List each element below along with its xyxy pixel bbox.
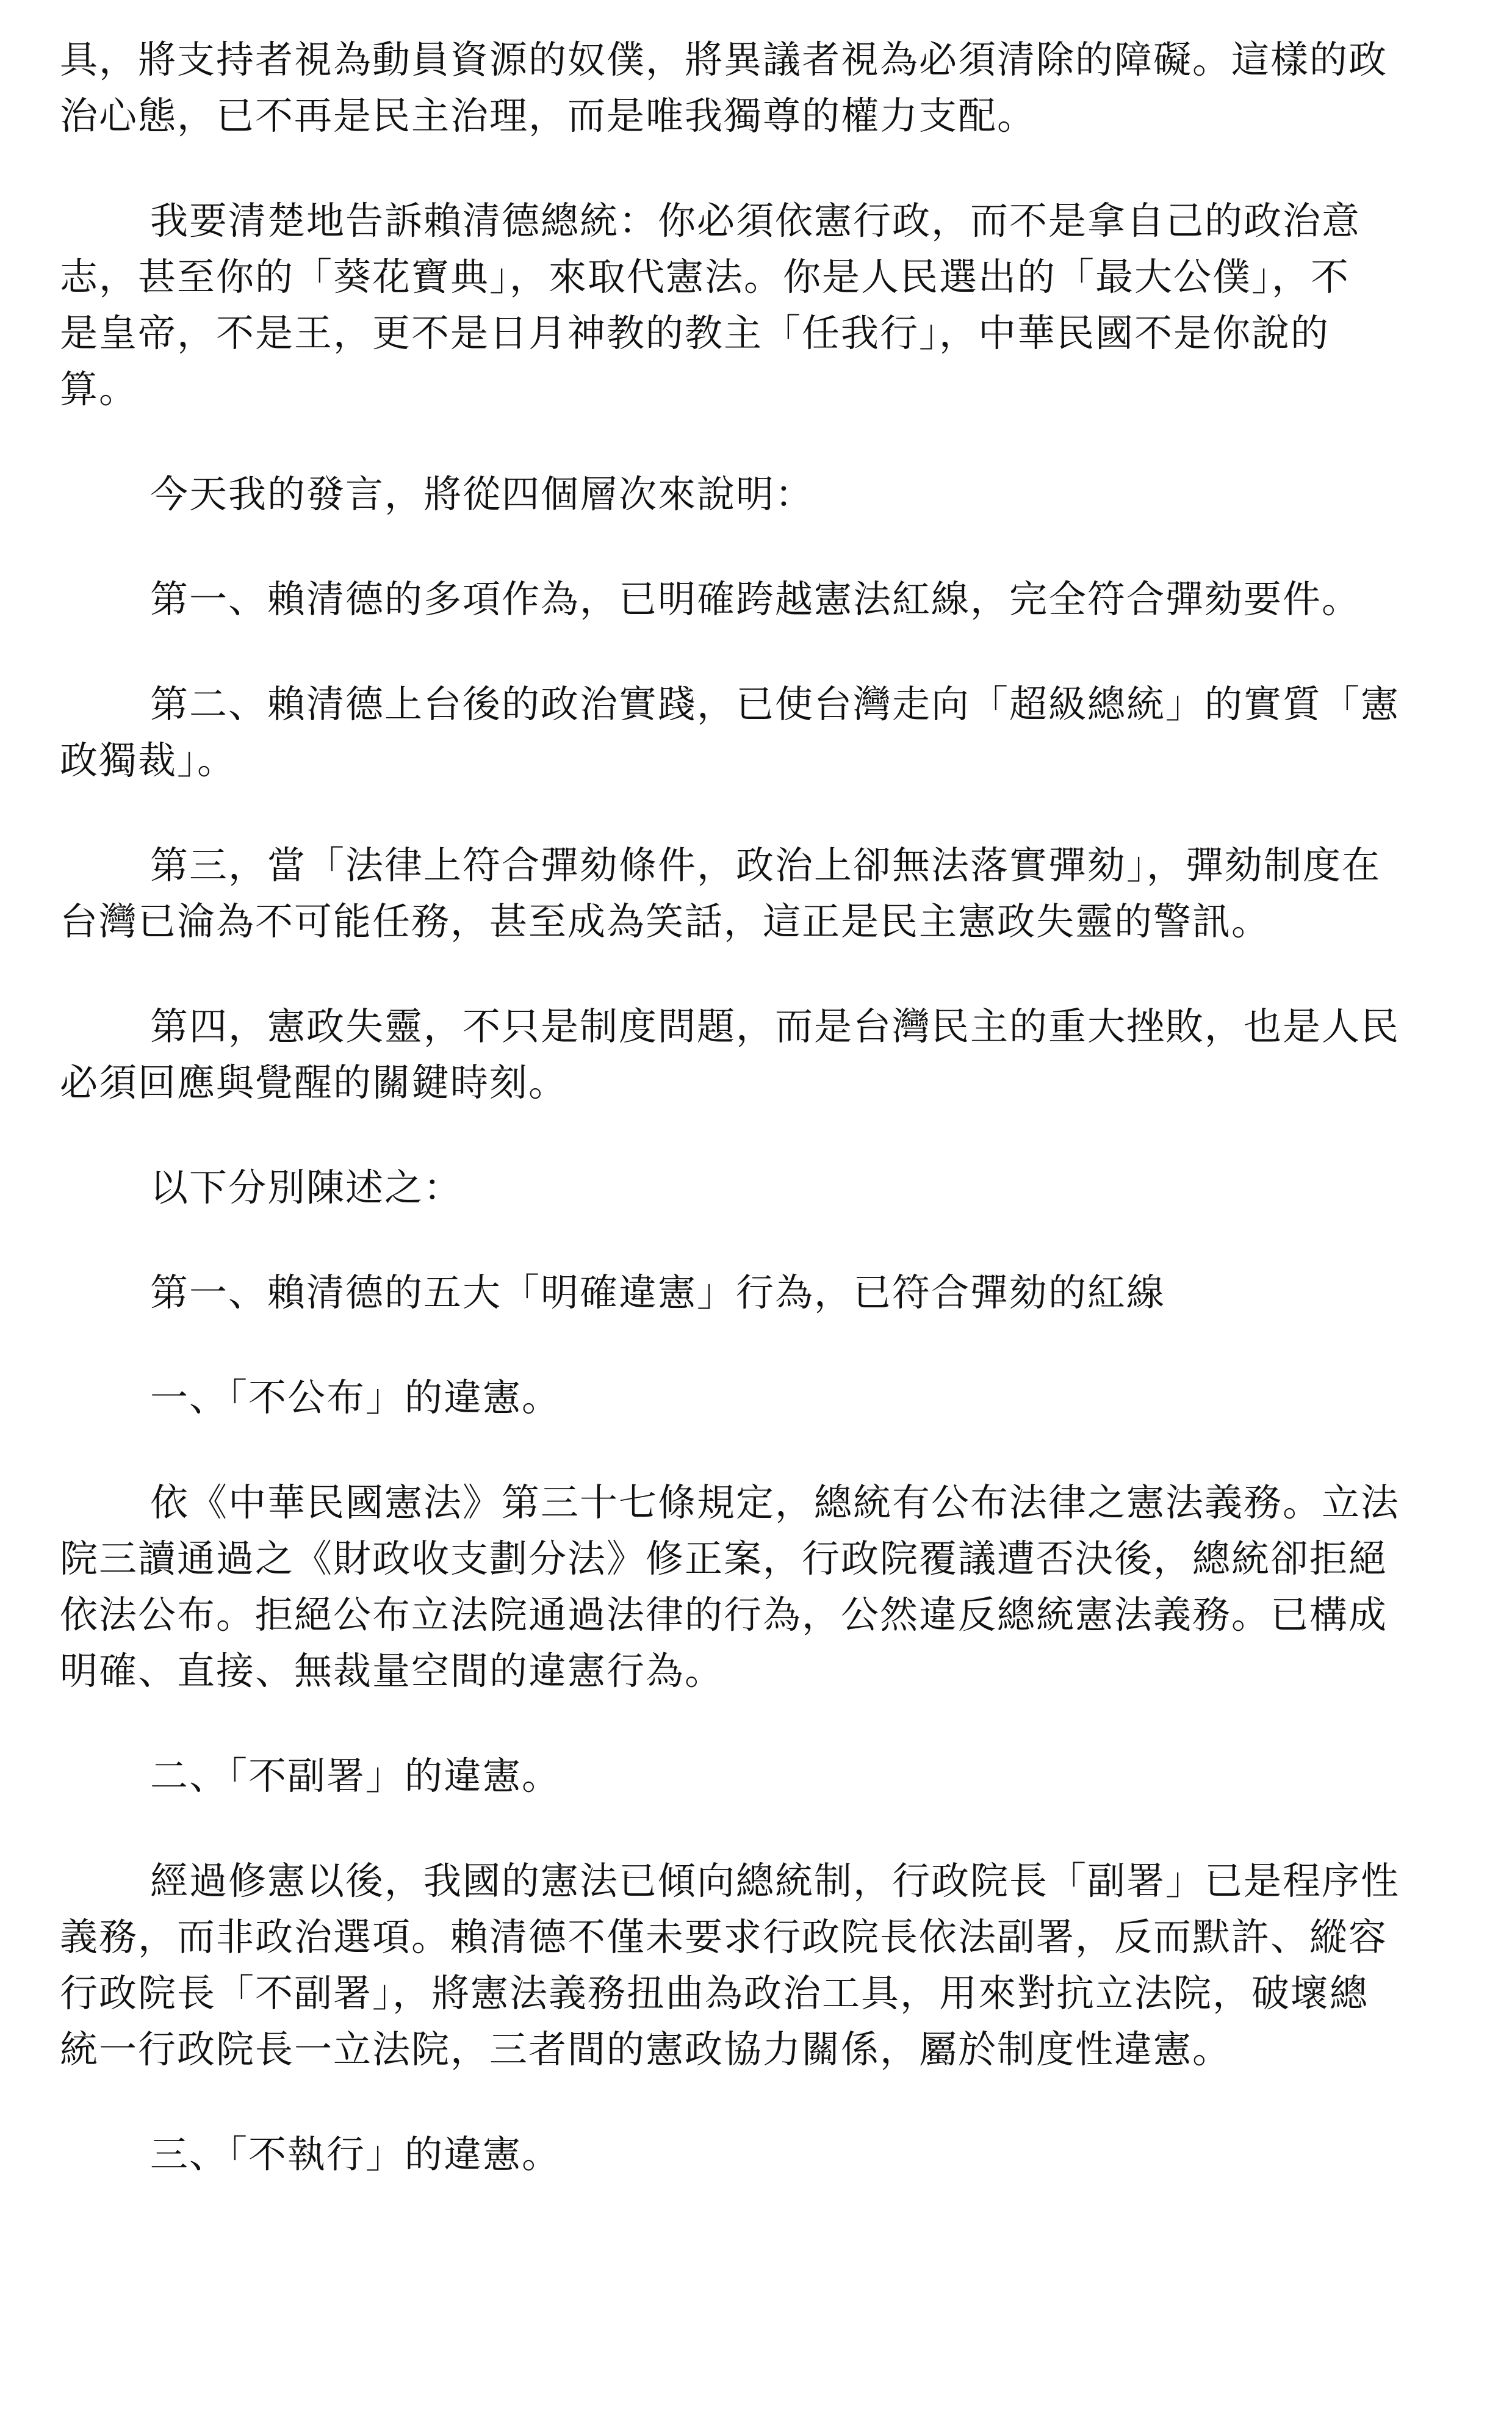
text-line: 算。: [60, 367, 139, 411]
paragraph-not-countersign: [60, 1853, 1457, 2078]
text-line: 院三讀通過之《財政收支劃分法》修正案，行政院覆議遭否決後，總統卻拒絕: [60, 1536, 1388, 1581]
document-page: [60, 32, 1457, 2183]
paragraph-third-point: [60, 837, 1457, 950]
text-line: 二、「不副署」的違憲。: [150, 1753, 561, 1798]
paragraph-below: [60, 1160, 1457, 1216]
text-line: 第四，憲政失靈，不只是制度問題，而是台灣民主的重大挫敗，也是人民: [150, 1004, 1400, 1049]
paragraph-message-to-president: [60, 193, 1457, 417]
text-line: 一、「不公布」的違憲。: [150, 1375, 561, 1420]
subheading-not-promulgate: [60, 1370, 1457, 1426]
text-line: 我要清楚地告訴賴清德總統：你必須依憲行政，而不是拿自己的政治意: [150, 198, 1361, 243]
text-line: 明確、直接、無裁量空間的違憲行為。: [60, 1649, 724, 1693]
subheading-not-countersign: [60, 1748, 1457, 1804]
text-line: 依《中華民國憲法》第三十七條規定，總統有公布法律之憲法義務。立法: [150, 1480, 1400, 1525]
text-line: 第一、賴清德的五大「明確違憲」行為，已符合彈劾的紅線: [150, 1270, 1166, 1315]
paragraph-continuation: [60, 32, 1457, 144]
text-line: 行政院長「不副署」，將憲法義務扭曲為政治工具，用來對抗立法院，破壞總: [60, 1971, 1369, 2015]
text-line: 具，將支持者視為動員資源的奴僕，將異議者視為必須清除的障礙。這樣的政: [60, 37, 1388, 82]
section-heading-five-violations: [60, 1265, 1457, 1321]
text-line: 治心態，已不再是民主治理，而是唯我獨尊的權力支配。: [60, 93, 1037, 138]
text-line: 第一、賴清德的多項作為，已明確跨越憲法紅線，完全符合彈劾要件。: [150, 577, 1361, 621]
text-line: 必須回應與覺醒的關鍵時刻。: [60, 1060, 568, 1105]
paragraph-second-point: [60, 676, 1457, 789]
paragraph-fourth-point: [60, 999, 1457, 1111]
text-line: 三、「不執行」的違憲。: [150, 2132, 561, 2176]
text-line: 第二、賴清德上台後的政治實踐，已使台灣走向「超級總統」的實質「憲: [150, 682, 1400, 726]
paragraph-four-levels: [60, 466, 1457, 522]
text-line: 依法公布。拒絕公布立法院通過法律的行為，公然違反總統憲法義務。已構成: [60, 1592, 1388, 1637]
text-line: 經過修憲以後，我國的憲法已傾向總統制，行政院長「副署」已是程序性: [150, 1858, 1400, 1903]
text-line: 第三，當「法律上符合彈劾條件，政治上卻無法落實彈劾」，彈劾制度在: [150, 843, 1381, 887]
text-line: 是皇帝，不是王，更不是日月神教的教主「任我行」，中華民國不是你說的: [60, 311, 1330, 355]
text-line: 今天我的發言，將從四個層次來說明：: [150, 472, 815, 516]
text-line: 以下分別陳述之：: [150, 1165, 463, 1210]
paragraph-first-point: [60, 571, 1457, 627]
text-line: 志，甚至你的「葵花寶典」，來取代憲法。你是人民選出的「最大公僕」，不: [60, 255, 1350, 299]
text-line: 統一行政院長一立法院，三者間的憲政協力關係，屬於制度性違憲。: [60, 2027, 1232, 2071]
paragraph-not-promulgate: [60, 1475, 1457, 1699]
subheading-not-execute: [60, 2126, 1457, 2183]
text-line: 台灣已淪為不可能任務，甚至成為笑話，這正是民主憲政失靈的警訊。: [60, 899, 1271, 944]
text-line: 政獨裁」。: [60, 738, 237, 782]
text-line: 義務，而非政治選項。賴清德不僅未要求行政院長依法副署，反而默許、縱容: [60, 1915, 1388, 1959]
